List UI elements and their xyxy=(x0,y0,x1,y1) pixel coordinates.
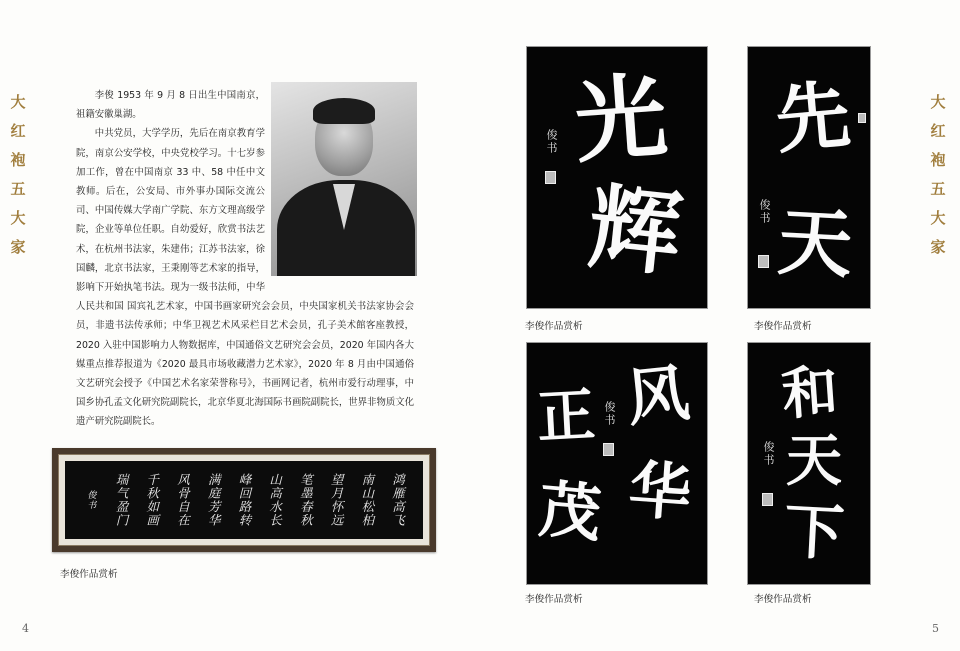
side-title-left: 大红袍五大家 xyxy=(10,93,26,256)
artwork-2-caption: 李俊作品赏析 xyxy=(754,321,812,332)
artist-portrait xyxy=(271,82,417,276)
side-title-right: 大红袍五大家 xyxy=(930,93,946,256)
calligraphy-artwork-1: 光 辉 俊书 xyxy=(527,47,707,308)
artwork-4-caption: 李俊作品赏析 xyxy=(754,594,812,605)
scroll-caption: 李俊作品赏析 xyxy=(60,569,118,580)
page-number-right: 5 xyxy=(932,622,939,635)
artwork-3-caption: 李俊作品赏析 xyxy=(525,594,583,605)
calligraphy-artwork-3: 风 华 正 茂 俊书 xyxy=(527,343,707,584)
bio-paragraph-2: 中共党员，大学学历，先后在南京教育学院，南京公安学校，中央党校学习。十七岁参加工作，曾在中国南京 33 中、58 中任中文教师。后在，公安局、市外事办国际交流公司、中国传媒大学南广学院、东方文理高级学院，企业等单位任职。自幼爱好，欣赏书法艺术，在杭州书法家，朱建伟；江苏书法家，徐国麟，北京书法家，王秉刚等艺术家的指导，影响下开始执笔书法。现为一级书法师，中华人民共和国 国宾礼艺术家，中国书画家研究会会员，中央国家机关书法家协会会员，非遗书法传承师；中华卫视艺术风采栏目艺术会员，孔子美术館客座教授，2020 入驻中国影响力人物数据库，中国通俗文艺研究会会员，2020 年国内各大媒重点推荐报道为《2020 最具市场收藏潜力艺术家》，2020 年 8 月由中国通俗文艺研究会授予《中国艺术名家荣誉称号》，书画网记者，杭州市爱行动理事，中国乡协孔孟文化研究院副院长，北京华夏北海国际书画院副院长，世界非物质文化遗产研究院副院长。 xyxy=(76,128,414,428)
bio-paragraph-1: 李俊 1953 年 9 月 8 日出生中国南京，祖籍安徽巢湖。 xyxy=(76,90,265,121)
artwork-1-caption: 李俊作品赏析 xyxy=(525,321,583,332)
calligraphy-scroll-artwork xyxy=(52,448,436,552)
calligraphy-artwork-4: 和 天 下 俊书 xyxy=(748,343,870,584)
right-page xyxy=(480,0,960,651)
calligraphy-artwork-2: 先 天 俊书 xyxy=(748,47,870,308)
page-number-left: 4 xyxy=(22,622,29,635)
artist-biography xyxy=(76,86,414,432)
scroll-calligraphy-image: 鸿雁高飞 南山松柏 望月怀远 笔墨春秋 山高水长 峰回路转 满庭芳华 风骨自在 千秋如画 瑞气盈门 俊书 xyxy=(65,461,423,539)
